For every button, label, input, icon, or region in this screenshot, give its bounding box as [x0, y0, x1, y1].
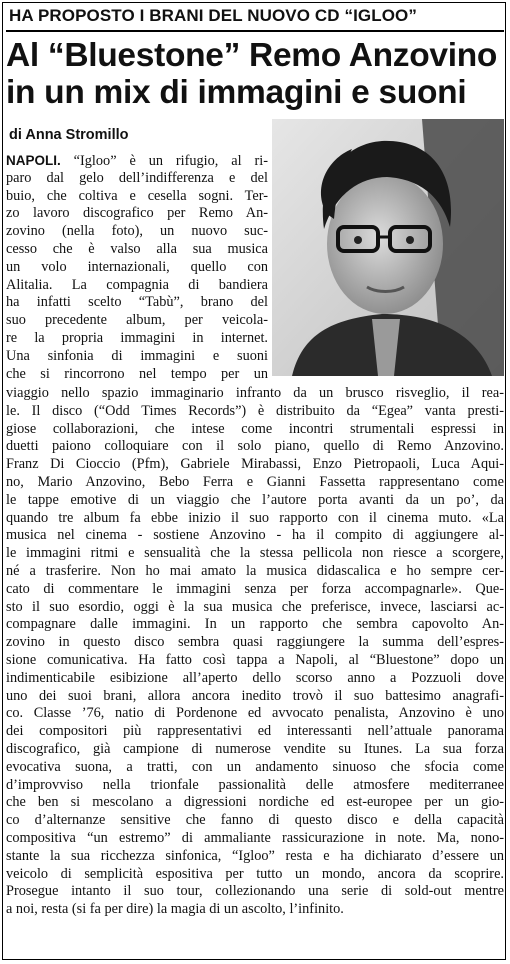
text-line: paro dal gelo dell’indifferenza e del — [6, 169, 268, 186]
text-line: evocativa suona, a tratti, con un andamento sinuoso che sfocia come — [6, 758, 504, 775]
text-line: che ben si mescolano a digressioni nordiche ed est-europee per un gio- — [6, 794, 504, 811]
text-line: ha infatti scelto “Tabù”, brano del — [6, 294, 268, 311]
dateline: NAPOLI. — [6, 153, 61, 168]
text-line: zo lavoro discografico per Remo An- — [6, 205, 268, 222]
headline — [6, 37, 506, 111]
text-line: né a trasferire. Non ho mai amato la musica didascalica e ho sempre cer- — [6, 562, 504, 579]
text-line: a noi, resta (si fa per dire) la magia di un ascolto, l’infinito. — [6, 901, 344, 918]
text-line: zovino in questo disco sembra quasi raggiungere la summa dell’espres- — [6, 634, 504, 651]
text-line: sione comunicativa. Ha fatto così tappa a Napoli, al “Bluestone” dopo un — [6, 651, 504, 668]
artist-photo — [272, 119, 504, 376]
article-text-column-1 — [6, 152, 268, 383]
text-line: cesso che è valso alla sua musica — [6, 240, 268, 257]
kicker: HA PROPOSTO I BRANI DEL NUOVO CD “IGLOO” — [9, 6, 417, 25]
text-line: compositiva “un estremo” di ammaliante rassicurazione in note. Ma, nono- — [6, 829, 504, 846]
text-line: d’improvviso nella trionfale passionalità delle atmosfere mediterranee — [6, 776, 504, 793]
text-line: musica nel cinema - sostiene Anzovino - ha il compito di aggiungere al- — [6, 527, 504, 544]
text-line: Alitalia. La compagnia di bandiera — [6, 276, 268, 293]
divider — [6, 30, 504, 32]
text-line: giose collaborazioni, che intese come incontri strumentali espressi in — [6, 420, 504, 437]
text-line: le tappe emotive di un viaggio che l’autore porta avanti da un po’, da — [6, 491, 504, 508]
text-line: co d’alternanze sensitive che fanno di questo disco e della capacità — [6, 812, 504, 829]
text-line: che si rincorrono nel tempo per un — [6, 365, 268, 382]
text-line: re la propria immagini in internet. — [6, 329, 268, 346]
text-line: indimenticabile esibizione all’aperto dello scorso anno a Pozzuoli dove — [6, 669, 504, 686]
text-line: cato di commentare le immagini senza per forza accompagnarle». Que- — [6, 580, 504, 597]
text-line: veicolo di semplicità espositiva per tutto un mondo, ancora da scoprire. — [6, 865, 504, 882]
text-line: stante la sua ricchezza sinfonica, “Igloo” resta e ha dichiarato d’essere un — [6, 847, 504, 864]
text-line: uno dei suoi brani, allora ancora inedito trovò il suo battesimo anagrafi- — [6, 687, 504, 704]
text-line: Una sinfonia di immagini e suoni — [6, 347, 268, 364]
text-line: discografico, già campione di numerose vendite su Itunes. La sua forza — [6, 740, 504, 757]
text-line: Franz Di Cioccio (Pfm), Gabriele Mirabassi, Enzo Pietropaoli, Luca Aqui- — [6, 456, 504, 473]
text-line: dei compositori più rappresentativi ed interessanti nell’attuale panorama — [6, 723, 504, 740]
article-text-column-2 — [6, 385, 504, 919]
text-line: Prosegue intanto il suo tour, collezionando una serie di sold-out mentre — [6, 883, 504, 900]
text-line: buio, che coltiva e cesella sogni. Ter- — [6, 187, 268, 204]
text-line: quando tre album fa ebbe inizio il suo rapporto con il cinema muto. «La — [6, 509, 504, 526]
text-line: zovino (nella foto), un nuovo suc- — [6, 223, 268, 240]
text-line: suo precedente album, per veicola- — [6, 312, 268, 329]
text-line: un volo internazionali, quello con — [6, 258, 268, 275]
text-line: le. Il disco (“Odd Times Records”) è distribuito da “Egea” vanta presti- — [6, 402, 504, 419]
text-line: compagnare dalle immagini. In un rapporto che sembra capovolto An- — [6, 616, 504, 633]
text-line: le immagini ritmi e sensualità che la stessa pellicola non riesce a scorgere, — [6, 545, 504, 562]
headline-line: in un mix di immagini e suoni — [6, 74, 467, 111]
text-line: co. Classe ’76, natio di Pordenone ed avvocato penalista, Anzovino è uno — [6, 705, 504, 722]
headline-line: Al “Bluestone” Remo Anzovino — [6, 37, 498, 74]
text-line: duetti paiono colloquiare con il solo piano, quello di Remo Anzovino. — [6, 438, 504, 455]
text-line: viaggio nello spazio immaginario infranto da un brusco risveglio, il rea- — [6, 385, 504, 401]
byline: di Anna Stromillo — [9, 127, 129, 143]
text-line: NAPOLI. “Igloo” è un rifugio, al ri- — [6, 153, 268, 169]
text-line: no, Mario Anzovino, Bebo Ferra e Gianni Fassetta rappresentano come — [6, 473, 504, 490]
text-line: sto il suo esordio, oggi è la sua musica che preferisce, invece, lasciarsi ac- — [6, 598, 504, 615]
